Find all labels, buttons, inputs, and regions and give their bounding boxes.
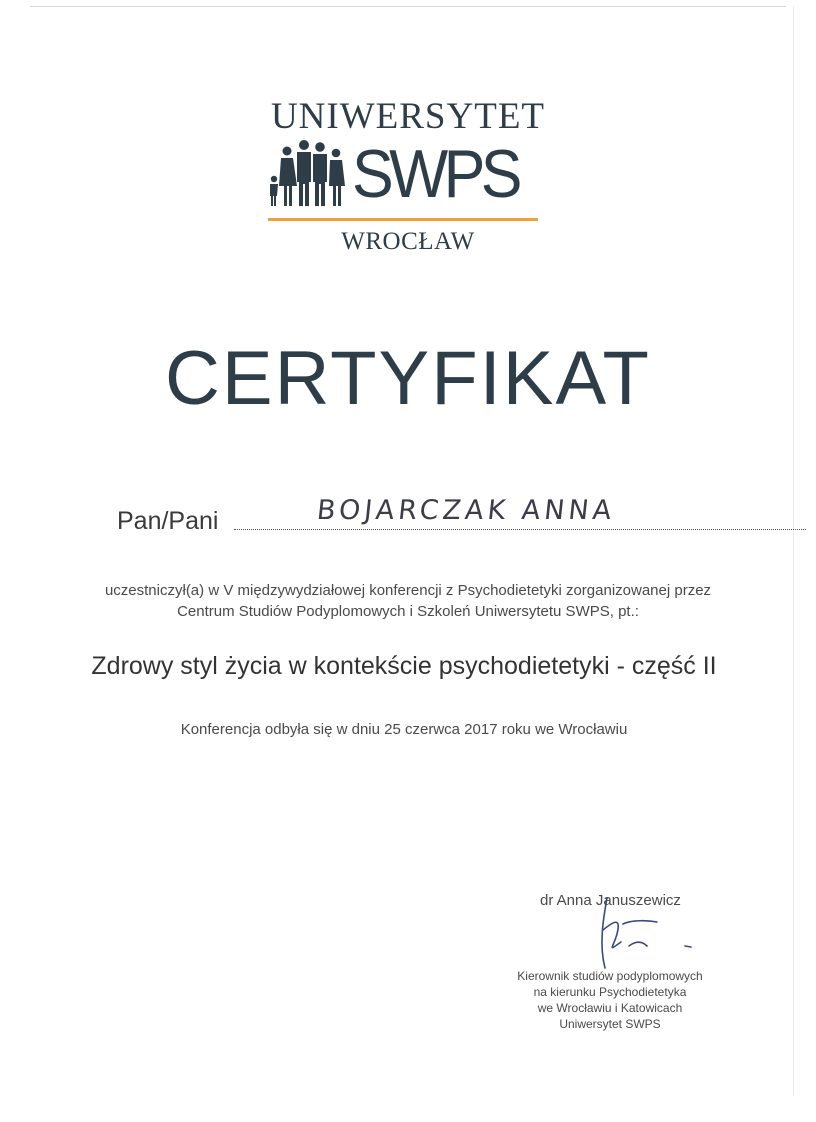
conference-subject: Zdrowy styl życia w kontekście psychodietetyki - część II <box>91 652 717 680</box>
recipient-dotted-line <box>234 529 806 530</box>
handwritten-signature <box>585 890 705 970</box>
signatory-role-line: we Wrocławiu i Katowicach <box>537 1001 683 1015</box>
logo-brand-text: SWPS <box>352 136 518 212</box>
conference-date-line: Konferencja odbyła się w dniu 25 czerwca 2017 roku we Wrocławiu <box>180 721 628 738</box>
family-people-icon <box>268 139 348 209</box>
certificate-title: CERTYFIKAT <box>165 336 651 421</box>
university-logo <box>0 95 816 265</box>
signatory-name: dr Anna Januszewicz <box>540 892 681 909</box>
page-edge-top <box>30 6 786 7</box>
signatory-role-line: Uniwersytet SWPS <box>559 1017 661 1031</box>
recipient-name: BOJARCZAK ANNA <box>315 495 617 526</box>
logo-accent-rule <box>268 218 538 221</box>
recipient-line <box>117 495 697 535</box>
signatory-role-line: Kierownik studiów podyplomowych <box>517 969 703 983</box>
logo-city-text: WROCŁAW <box>341 228 475 255</box>
signatory-role-line: na kierunku Psychodietetyka <box>533 985 687 999</box>
recipient-label: Pan/Pani <box>117 507 219 535</box>
logo-top-text: UNIWERSYTET <box>270 96 546 137</box>
logo-brand-row <box>268 136 548 212</box>
body-text-line-2: Centrum Studiów Podyplomowych i Szkoleń Uniwersytetu SWPS, pt.: <box>177 603 639 620</box>
body-text-line-1: uczestniczył(a) w V międzywydziałowej konferencji z Psychodietetyki zorganizowanej przez <box>104 582 712 599</box>
